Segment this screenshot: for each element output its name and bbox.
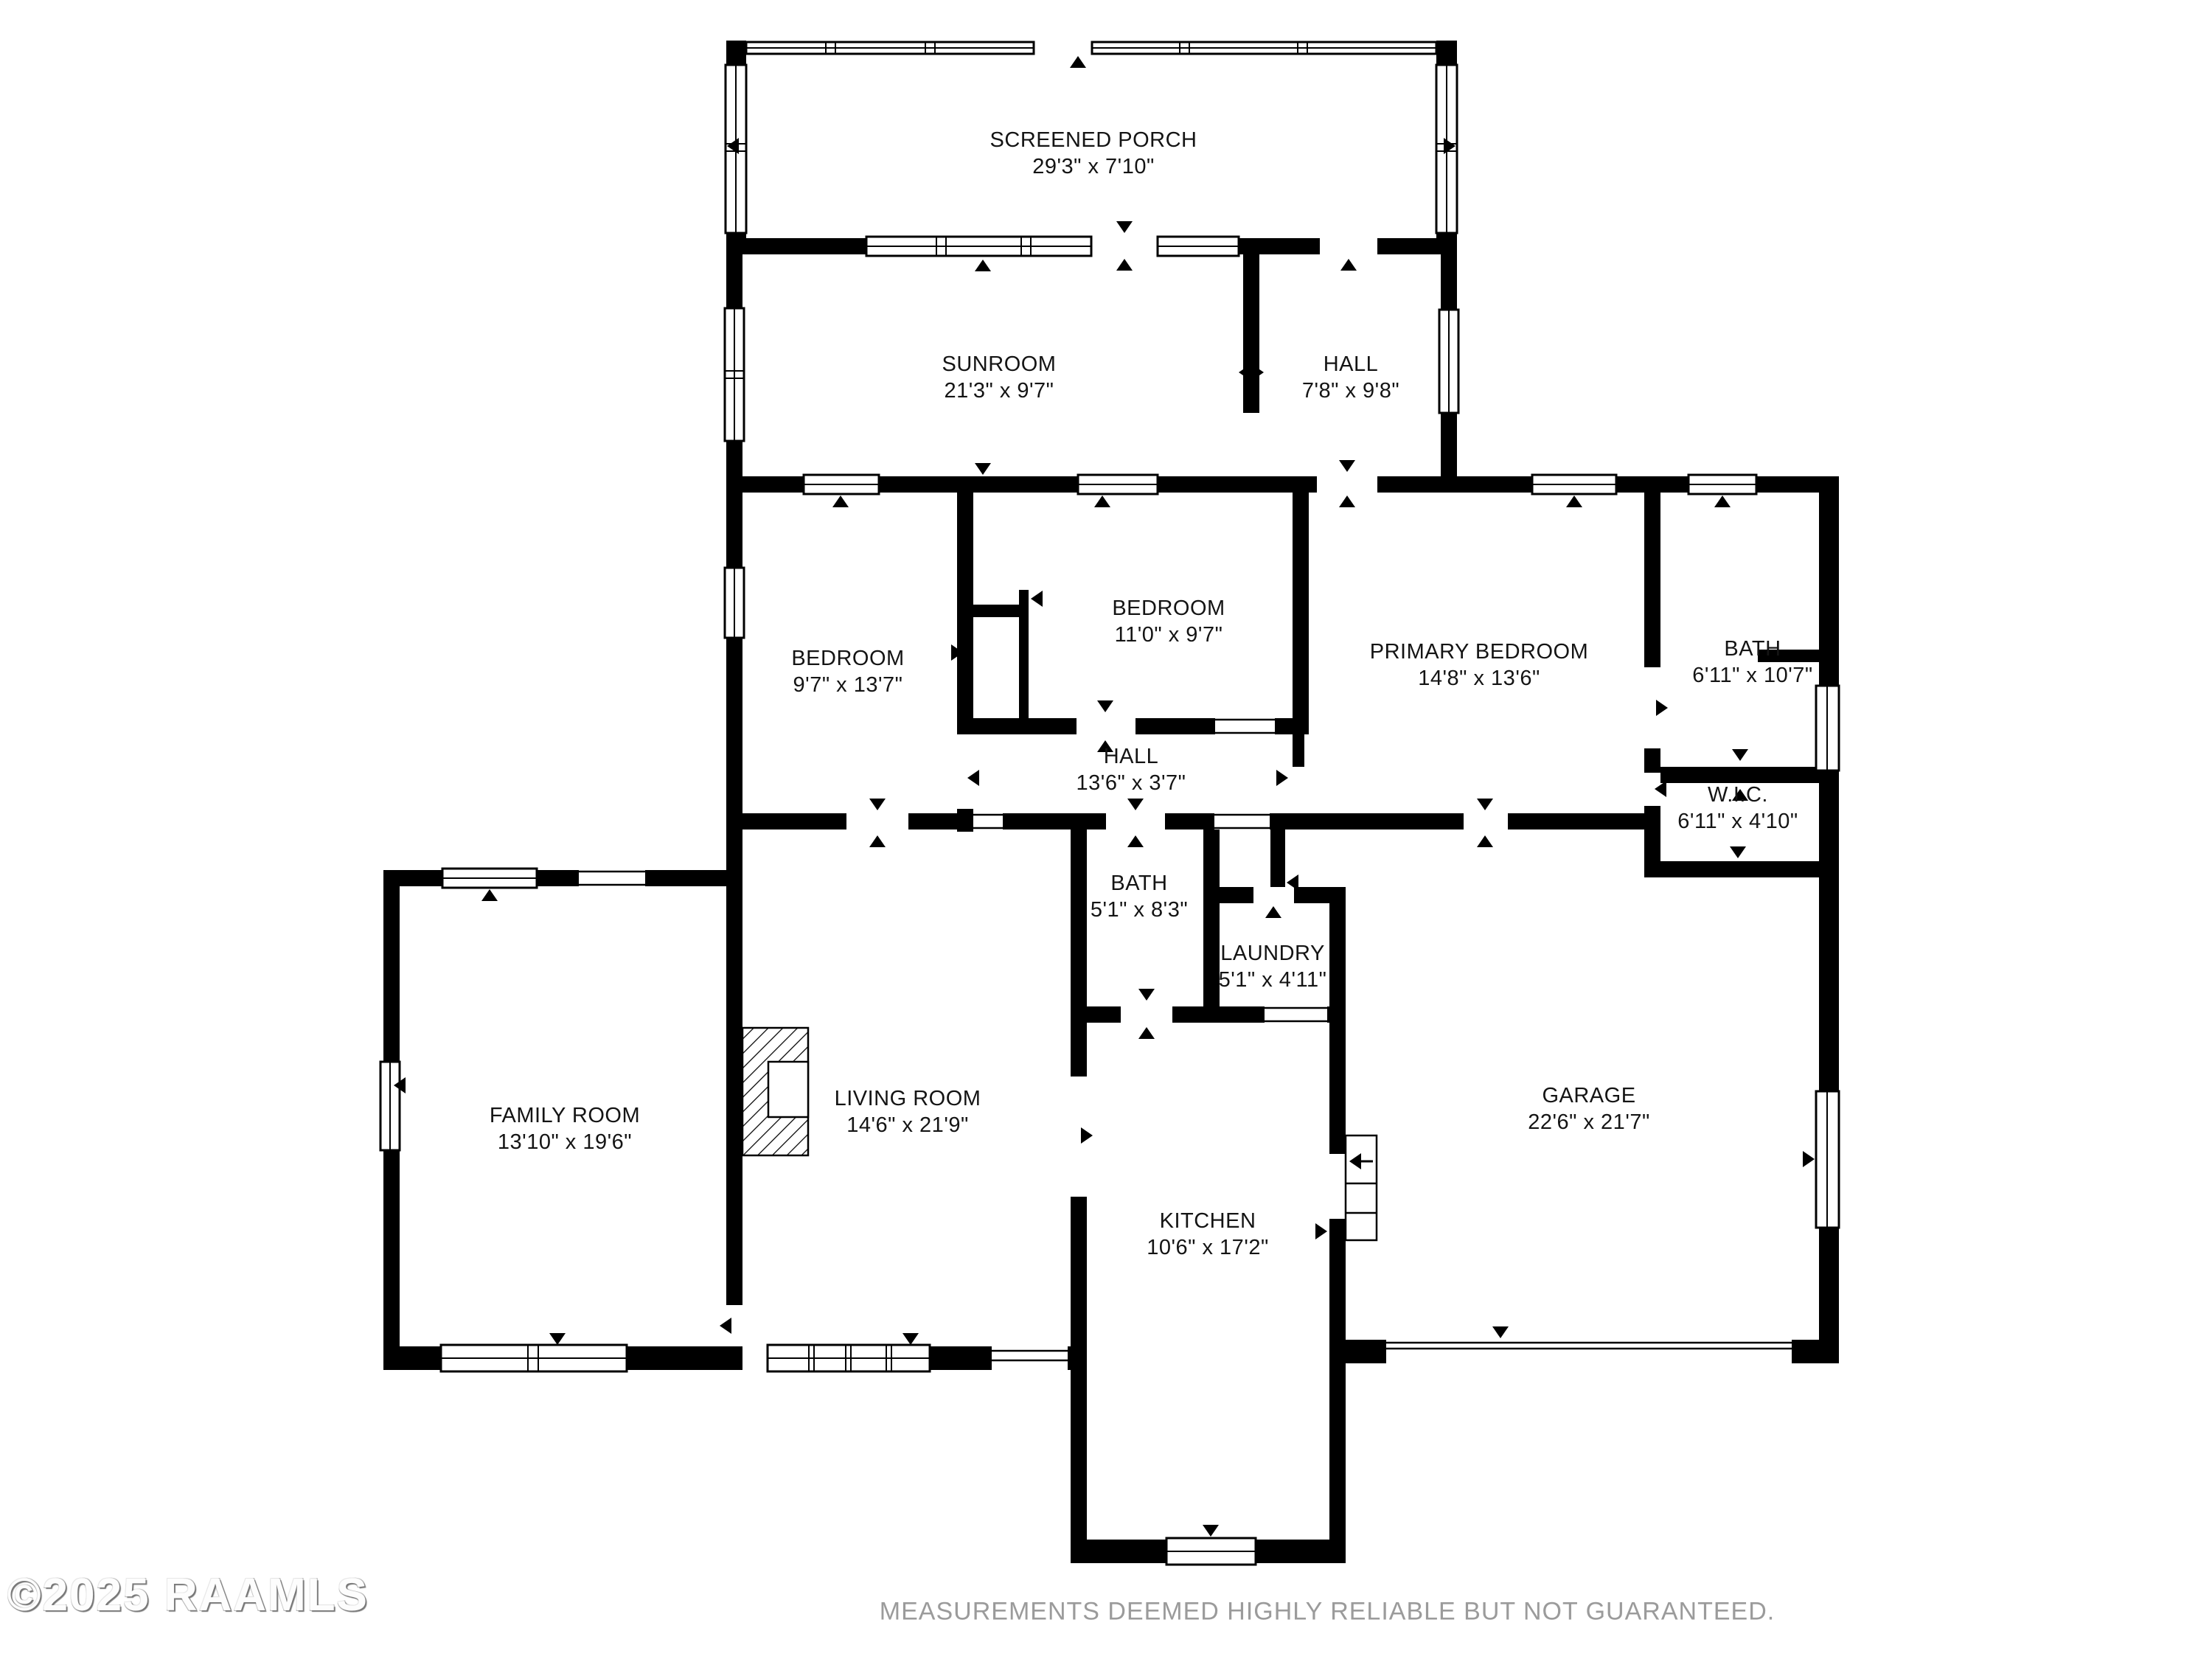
walls [383, 41, 1839, 1563]
room-label-family-room [490, 1102, 640, 1155]
room-name: BATH [1724, 637, 1781, 661]
room-label-screened-porch [990, 127, 1197, 180]
room-label-wic [1677, 782, 1798, 835]
window-muntins [390, 42, 1827, 1551]
room-name: LAUNDRY [1220, 942, 1325, 965]
room-label-bedroom-1 [791, 645, 904, 698]
room-label-garage [1528, 1082, 1650, 1135]
room-dims: 5'1" x 4'11" [1218, 968, 1327, 992]
room-dims: 9'7" x 13'7" [793, 673, 903, 697]
room-name: HALL [1323, 352, 1379, 376]
room-label-living-room [835, 1085, 981, 1138]
patio-slider-line [992, 1351, 1068, 1360]
room-dims: 11'0" x 9'7" [1114, 623, 1223, 647]
room-dims: 7'8" x 9'8" [1301, 379, 1400, 403]
room-label-kitchen [1147, 1208, 1269, 1261]
room-name: PRIMARY BEDROOM [1369, 640, 1589, 664]
room-label-primary-bedroom [1370, 639, 1588, 692]
room-name: BATH [1110, 872, 1168, 895]
copyright-watermark: ©2025 RAAMLS [7, 1570, 369, 1621]
room-name: BEDROOM [791, 647, 905, 670]
room-name: SUNROOM [942, 352, 1057, 376]
room-name: LIVING ROOM [834, 1087, 981, 1110]
room-dims: 5'1" x 8'3" [1090, 898, 1189, 922]
garage-door-line [1386, 1343, 1792, 1349]
room-dims: 29'3" x 7'10" [1032, 155, 1155, 178]
room-label-bath-right [1692, 636, 1812, 689]
room-label-bedroom-2 [1112, 595, 1225, 648]
room-label-hall-top [1302, 351, 1399, 404]
room-label-laundry [1219, 940, 1327, 993]
room-name: SCREENED PORCH [990, 128, 1197, 152]
room-label-sunroom [942, 351, 1057, 404]
room-name: BEDROOM [1112, 597, 1225, 620]
room-dims: 13'6" x 3'7" [1076, 771, 1186, 795]
room-dims: 22'6" x 21'7" [1528, 1110, 1650, 1134]
room-dims: 6'11" x 4'10" [1677, 810, 1798, 833]
room-dims: 13'10" x 19'6" [497, 1130, 633, 1154]
room-dims: 14'6" x 21'9" [846, 1113, 969, 1137]
door-swing-markers [394, 56, 1815, 1537]
disclaimer-text: MEASUREMENTS DEEMED HIGHLY RELIABLE BUT NOT GUARANTEED. [879, 1597, 1775, 1626]
room-dims: 6'11" x 10'7" [1692, 664, 1813, 687]
room-dims: 14'8" x 13'6" [1418, 667, 1540, 690]
fireplace-icon [742, 1028, 808, 1155]
room-name: HALL [1103, 745, 1159, 768]
window-icons [380, 42, 1839, 1565]
room-name: KITCHEN [1159, 1209, 1256, 1233]
room-dims: 10'6" x 17'2" [1147, 1236, 1269, 1259]
room-name: W.I.C. [1708, 783, 1768, 807]
room-label-hall-small [1077, 743, 1186, 796]
room-dims: 21'3" x 9'7" [944, 379, 1054, 403]
room-label-bath-middle [1091, 870, 1188, 923]
steps-icon [1346, 1135, 1377, 1240]
room-name: GARAGE [1542, 1084, 1636, 1107]
room-name: FAMILY ROOM [489, 1104, 641, 1127]
